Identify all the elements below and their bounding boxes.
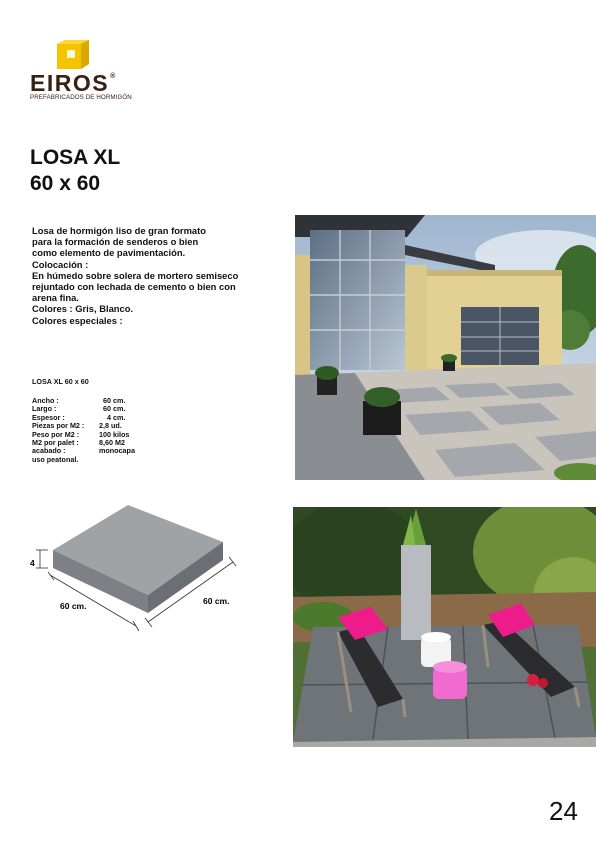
product-size: 60 x 60 [30,172,101,195]
page-number: 24 [549,796,578,826]
description-line: Colores especiales : [32,314,123,326]
description-line: Losa de hormigón liso de gran formato [32,225,206,236]
description-line: arena fina. [32,292,79,304]
spec-label: Espesor : [32,412,65,422]
spec-value: 8,60 M2 [99,438,125,448]
description-line: Colores : Gris, Blanco. [32,303,134,315]
spec-label: Ancho : [32,396,59,405]
spec-label: uso peatonal. [32,454,79,464]
description-line: En húmedo sobre solera de mortero semiseco [32,269,239,281]
brand-tagline: PREFABRICADOS DE HORMIGÓN [30,94,132,101]
spec-label: acabado : [32,446,66,456]
length-label: 60 cm. [203,596,230,606]
specs-table [32,397,135,464]
slab-dimension-diagram [28,500,278,645]
spec-label: Peso por M2 : [32,429,80,439]
registered-mark: ® [110,73,117,80]
spec-label: M2 por palet : [32,438,79,448]
width-label: 60 cm. [60,601,87,611]
spec-value: 2,8 ud. [99,421,122,431]
product-title: LOSA XL [30,146,121,169]
description-line: como elemento de pavimentación. [32,247,186,259]
brand-name: EIROS® [30,70,117,96]
spec-label: Largo : [32,404,57,414]
spec-value: 100 kilos [99,429,130,439]
slab-shape [53,505,223,613]
product-description [32,225,282,326]
spec-label: Piezas por M2 : [32,421,85,431]
spec-value: 4 cm. [107,412,126,422]
thickness-label: 4 [30,558,35,568]
spec-value: monocapa [99,446,135,456]
specs-heading: LOSA XL 60 x 60 [32,377,89,386]
description-line: Colocación : [32,258,89,270]
spec-value [99,456,135,464]
spec-value: 60 cm. [103,396,126,405]
description-line: para la formación de senderos o bien [32,236,199,248]
garden-loungers-photo [293,507,596,747]
description-line: rejuntado con lechada de cemento o bien con [32,281,236,293]
spec-value: 60 cm. [103,404,126,414]
brand-logo-icon [55,38,91,71]
house-paving-photo [295,215,596,480]
spec-row [32,456,135,464]
